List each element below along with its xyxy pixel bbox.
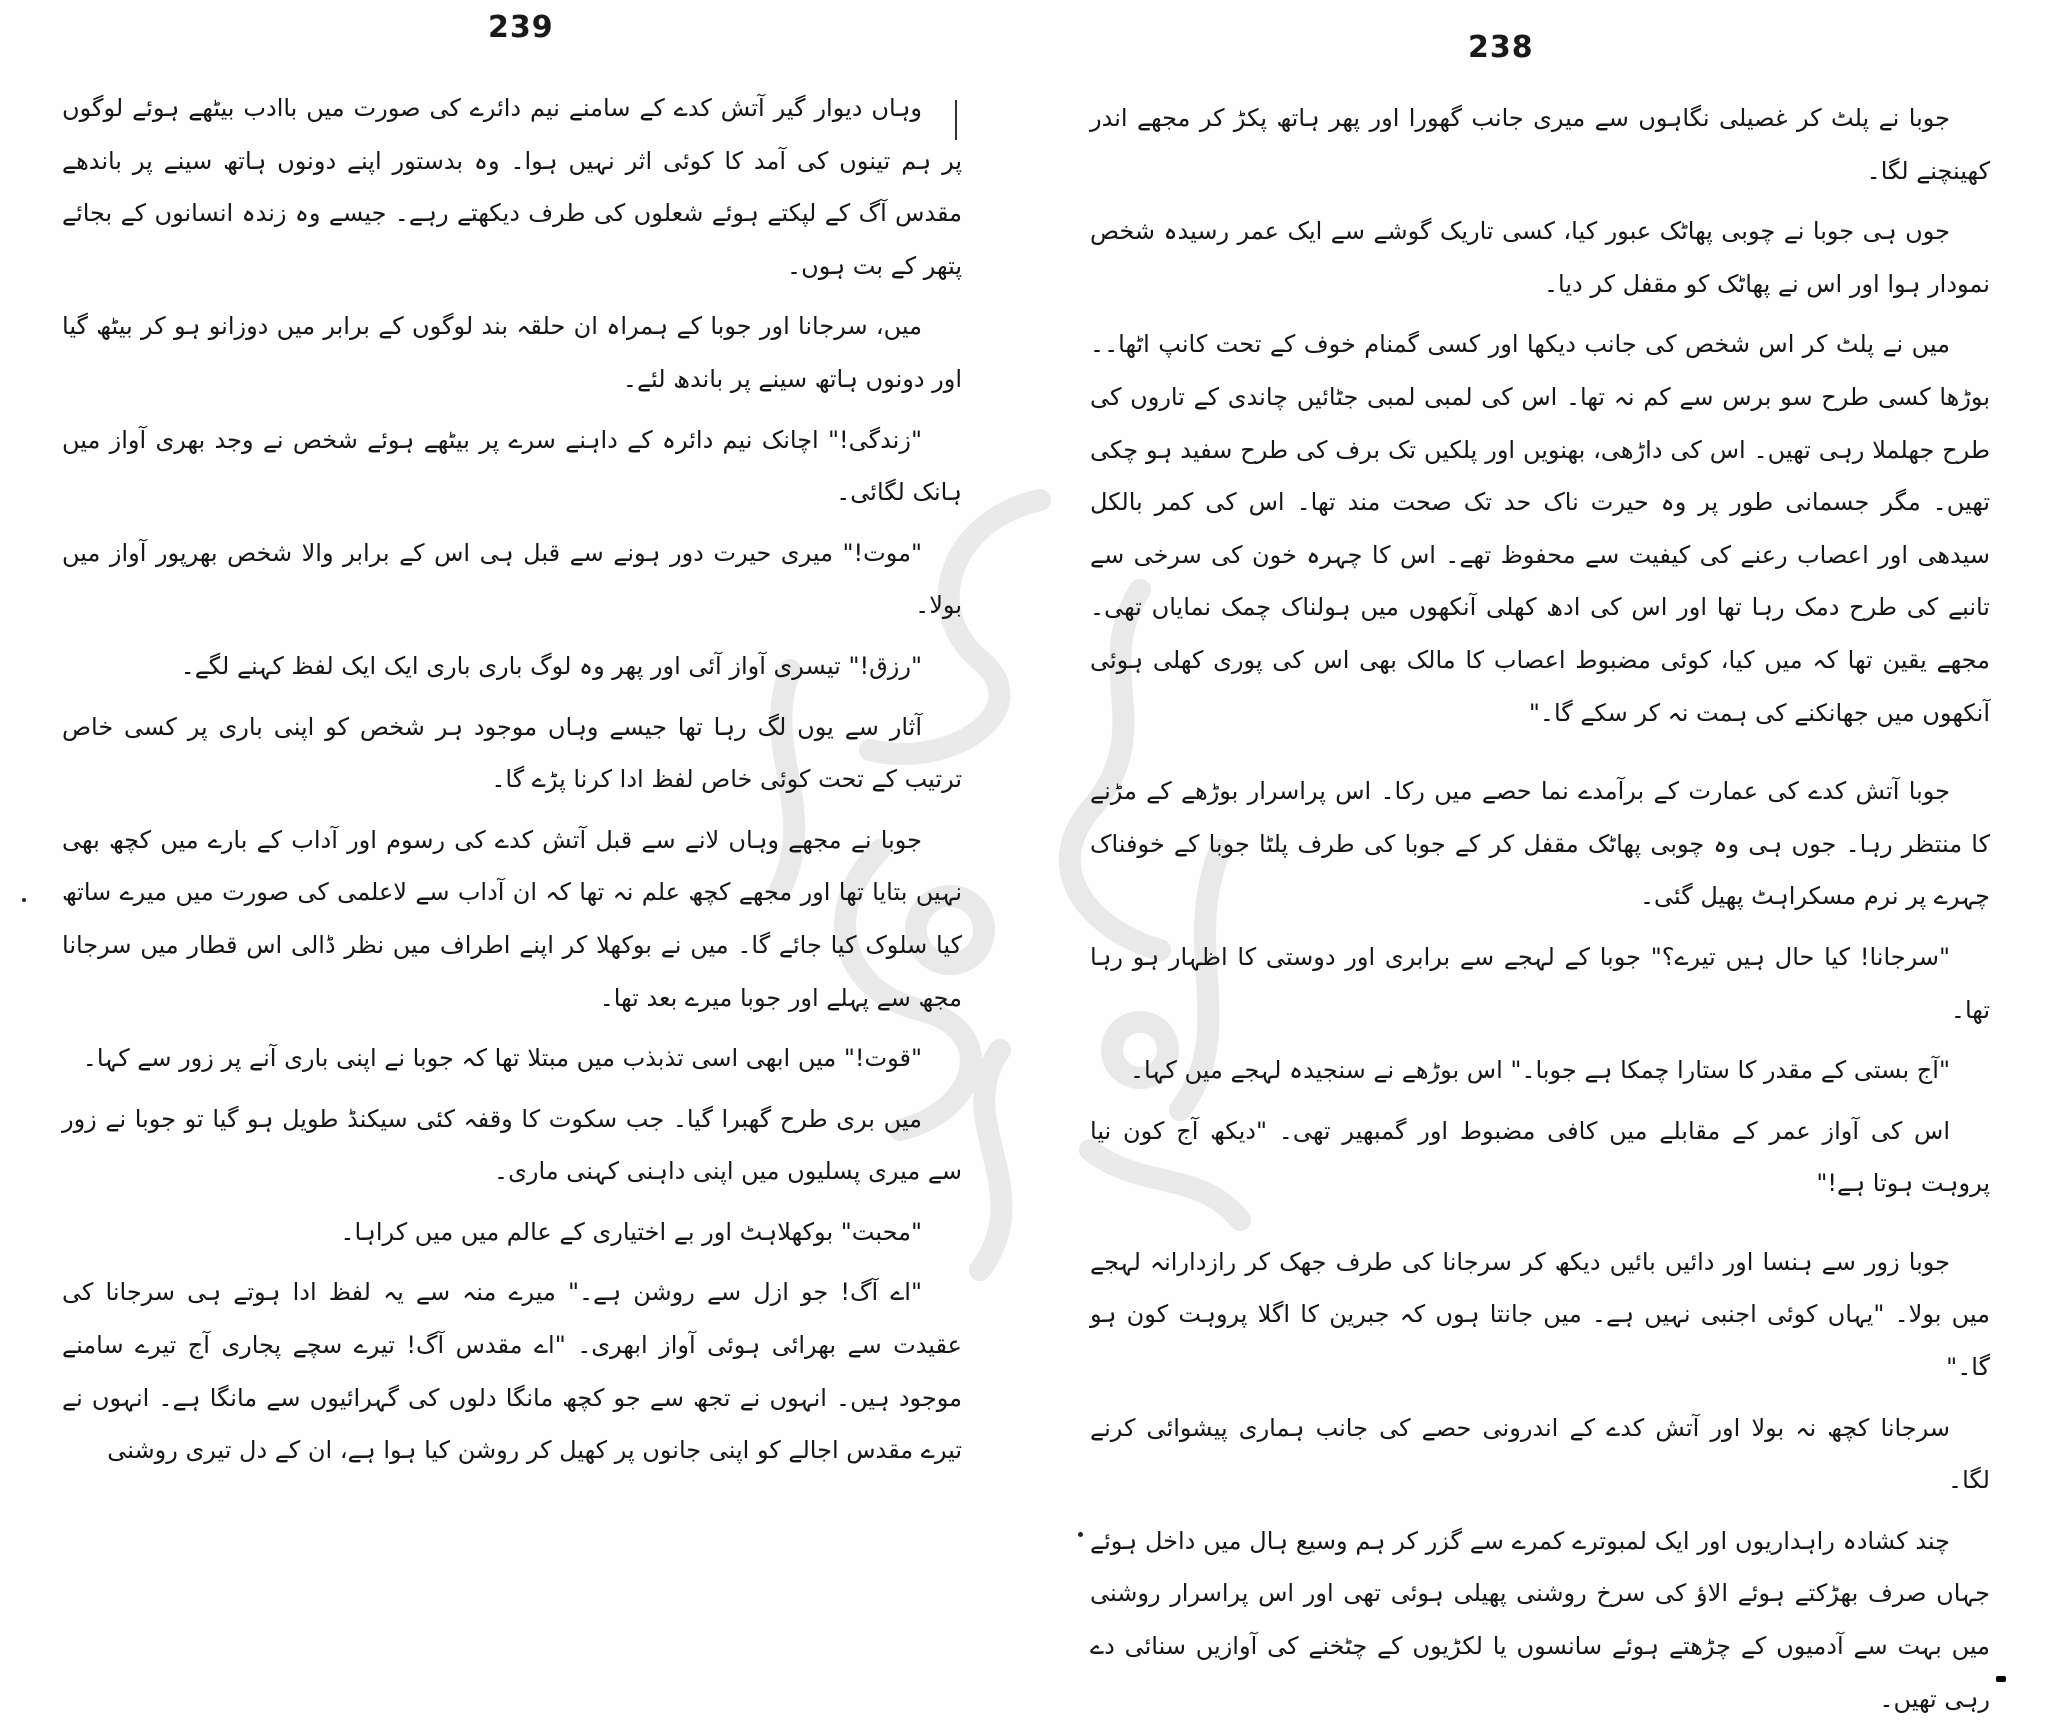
paragraph: "موت!" میری حیرت دور ہونے سے قبل ہی اس کے برابر والا شخص بھرپور آواز میں بولا۔ [62, 538, 962, 620]
paragraph: میں بری طرح گھبرا گیا۔ جب سکوت کا وقفہ کئی سیکنڈ طویل ہو گیا تو جوبا نے زور سے میری پسلیوں میں اپنی داہنی کہنی ماری۔ [62, 1104, 962, 1186]
left-page-text [62, 82, 962, 1485]
page-number-right: 238 [1468, 30, 1534, 65]
paragraph: "اے آگ! جو ازل سے روشن ہے۔" میرے منہ سے یہ لفظ ادا ہوتے ہی سرجانا کی عقیدت سے بھرائی ہوئی آواز ابھری۔ "اے مقدس آگ! تیرے سچے پجاری آج تیرے سامنے موجود ہیں۔ انہوں نے تجھ سے جو کچھ مانگا دلوں کی گہرائیوں سے مانگا ہے۔ انہوں نے تیرے مقدس اجالے کو اپنی جانوں پر کھیل کر روشن کیا ہوا ہے، ان کے دل تیری روشنی [62, 1278, 962, 1465]
paragraph: "آج بستی کے مقدر کا ستارا چمکا ہے جوبا۔" اس بوڑھے نے سنجیدہ لہجے میں کہا۔ [1129, 1056, 1950, 1085]
paragraph: جوبا آتش کدے کی عمارت کے برآمدے نما حصے میں رکا۔ اس پراسرار بوڑھے کے مڑنے کا منتظر رہا۔ جوں ہی وہ چوبی پھاٹک مقفل کر کے جوبا کی طرف پلٹا جوبا کے خوفناک چہرے پر نرم مسکراہٹ پھیل گئی۔ [1090, 777, 1990, 911]
paragraph: چند کشادہ راہداریوں اور ایک لمبوترے کمرے سے گزر کر ہم وسیع ہال میں داخل ہوئے جہاں صرف بھڑکتے ہوئے الاؤ کی سرخ روشنی پھیلی ہوئی تھی اور اس پراسرار روشنی میں بہت سے آدمیوں کے چڑھتے ہوئے سانسوں یا لکڑیوں کے چٹخنے کی آوازیں سنائی دے رہی تھیں۔ [1090, 1526, 1990, 1713]
paragraph: وہاں دیوار گیر آتش کدے کے سامنے نیم دائرے کی صورت میں باادب بیٹھے ہوئے لوگوں پر ہم تینوں کی آمد کا کوئی اثر نہیں ہوا۔ وہ بدستور اپنے دونوں ہاتھ سینے پر باندھے مقدس آگ کے لپکتے ہوئے شعلوں کی طرف دیکھتے رہے۔ جیسے وہ زندہ انسانوں کے بجائے پتھر کے بت ہوں۔ [62, 94, 962, 280]
left-page [0, 0, 1000, 1693]
paragraph: اس کی آواز عمر کے مقابلے میں کافی مضبوط اور گمبھیر تھی۔ "دیکھ آج کون نیا پروہت ہوتا ہے!" [1090, 1116, 1990, 1198]
paragraph: جوں ہی جوبا نے چوبی پھاٹک عبور کیا، کسی تاریک گوشے سے ایک عمر رسیدہ شخص نمودار ہوا اور اس نے پھاٹک کو مقفل کر دیا۔ [1090, 217, 1990, 298]
paragraph: "رزق!" تیسری آواز آئی اور پھر وہ لوگ باری باری ایک ایک لفظ کہنے لگے۔ [180, 651, 922, 680]
paragraph: جوبا زور سے ہنسا اور دائیں بائیں دیکھ کر سرجانا کی طرف جھک کر رازدارانہ لہجے میں بولا۔ "یہاں کوئی اجنبی نہیں ہے۔ میں جانتا ہوں کہ جبرین کا اگلا پروہت کون ہو گا۔" [1090, 1247, 1990, 1382]
paragraph: جوبا نے مجھے وہاں لانے سے قبل آتش کدے کی رسوم اور آداب کے بارے میں کچھ بھی نہیں بتایا تھا اور مجھے کچھ علم نہ تھا کہ ان آداب سے لاعلمی کی صورت میں میرے ساتھ کیا سلوک کیا جائے گا۔ میں نے بوکھلا کر اپنے اطراف میں نظر ڈالی اس قطار میں سرجانا مجھ سے پہلے اور جوبا میرے بعد تھا۔ [62, 825, 963, 1012]
scan-speck [1996, 1676, 2006, 1682]
page-number-left: 239 [488, 10, 554, 45]
paragraph: "قوت!" میں ابھی اسی تذبذب میں مبتلا تھا کہ جوبا نے اپنی باری آنے پر زور سے کہا۔ [82, 1044, 922, 1073]
paragraph: جوبا نے پلٹ کر غصیلی نگاہوں سے میری جانب گھورا اور پھر ہاتھ پکڑ کر مجھے اندر کھینچنے لگا۔ [1090, 104, 1990, 185]
right-page [1030, 0, 2048, 1713]
right-page-text [1090, 92, 1990, 1733]
paragraph: "زندگی!" اچانک نیم دائرہ کے داہنے سرے پر بیٹھے ہوئے شخص نے وجد بھری آواز میں ہانک لگائی۔ [62, 425, 962, 507]
scan-speck [1078, 1532, 1083, 1537]
paragraph: میں، سرجانا اور جوبا کے ہمراہ ان حلقہ بند لوگوں کے برابر میں دوزانو ہو کر بیٹھ گیا اور دونوں ہاتھ سینے پر باندھ لئے۔ [62, 312, 962, 393]
paragraph: سرجانا کچھ نہ بولا اور آتش کدے کے اندرونی حصے کی جانب ہماری پیشوائی کرنے لگا۔ [1090, 1413, 1990, 1495]
scan-speck [22, 898, 26, 902]
paragraph: میں نے پلٹ کر اس شخص کی جانب دیکھا اور کسی گمنام خوف کے تحت کانپ اٹھا۔۔ بوڑھا کسی طرح سو برس سے کم نہ تھا۔ اس کی لمبی لمبی جٹائیں چاندی کے تاروں کی طرح جھلملا رہی تھیں۔ اس کی داڑھی، بھنویں اور پلکیں تک برف کی طرح سفید ہو چکی تھیں۔ مگر جسمانی طور پر وہ حیرت ناک حد تک صحت مند تھا۔ اس کی کمر بالکل سیدھی اور اعصاب رعنے کی کیفیت سے محفوظ تھے۔ اس کا چہرہ خون کی سرخی سے تانبے کی طرح دمک رہا تھا اور اس کی ادھ کھلی آنکھوں میں ہولناک چمک نمایاں تھی۔ مجھے یقین تھا کہ میں کیا، کوئی مضبوط اعصاب کا مالک بھی اس کی پوری کھلی ہوئی آنکھوں میں جھانکنے کی ہمت نہ کر سکے گا۔" [1090, 330, 1990, 727]
paragraph: "سرجانا! کیا حال ہیں تیرے؟" جوبا کے لہجے سے برابری اور دوستی کا اظہار ہو رہا تھا۔ [1090, 942, 1990, 1024]
paragraph: آثار سے یوں لگ رہا تھا جیسے وہاں موجود ہر شخص کو اپنی باری پر کسی خاص ترتیب کے تحت کوئی خاص لفظ ادا کرنا پڑے گا۔ [62, 712, 962, 794]
paragraph: "محبت" بوکھلاہٹ اور بے اختیاری کے عالم میں میں کراہا۔ [340, 1217, 922, 1246]
